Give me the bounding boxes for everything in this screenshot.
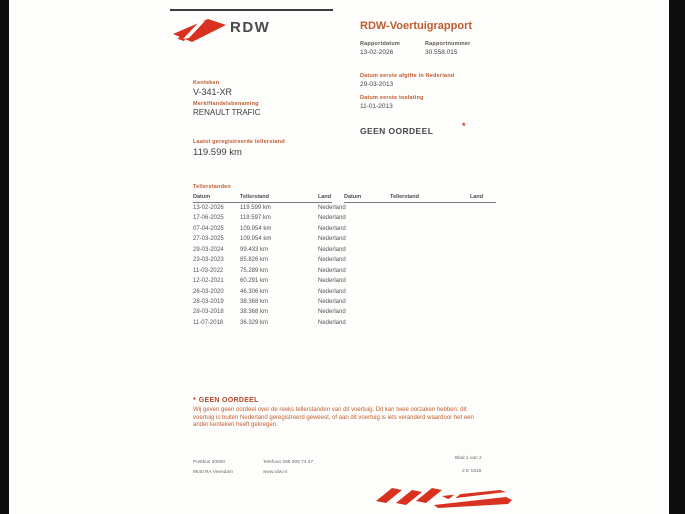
merk-value: RENAULT TRAFIC — [193, 108, 261, 117]
row-datum: 29-03-2024 — [193, 246, 224, 253]
row-datum: 23-03-2023 — [193, 257, 224, 264]
col-datum: Datum — [344, 194, 362, 200]
oordeel-asterisk: * — [462, 121, 466, 131]
row-land: Nederland — [318, 236, 346, 243]
footnote-title — [193, 397, 259, 404]
table-row — [193, 226, 393, 236]
row-tellerstand: 85.826 km — [240, 257, 269, 264]
table-row — [193, 309, 393, 319]
row-tellerstand: 75.289 km — [240, 267, 269, 274]
table-row — [193, 278, 393, 288]
row-datum: 13-02-2026 — [193, 205, 224, 211]
row-land: Nederland — [318, 288, 346, 295]
footnote-asterisk: * — [193, 397, 196, 404]
table-row — [193, 299, 393, 309]
footer-page-indicator: Blad 1 van 2 — [455, 456, 482, 461]
report-title: RDW-Voertuigrapport — [360, 20, 473, 32]
row-land: Nederland — [318, 267, 346, 274]
row-datum: 17-06-2025 — [193, 215, 224, 222]
row-tellerstand: 109.954 km — [240, 225, 272, 232]
table-row — [193, 205, 393, 215]
footer-address-line2: 9640 RA Veendam — [193, 470, 234, 475]
kenteken-label: Kenteken — [193, 80, 220, 86]
row-datum: 27-03-2025 — [193, 236, 224, 243]
scan-left-black-bar — [0, 0, 9, 514]
kenteken-value: V-341-XR — [193, 87, 233, 97]
row-tellerstand: 46.306 km — [240, 288, 269, 295]
header-rule — [170, 9, 333, 11]
row-datum: 07-04-2025 — [193, 225, 224, 232]
table-row — [193, 289, 393, 299]
row-datum: 28-03-2018 — [193, 309, 224, 316]
row-tellerstand: 36.329 km — [240, 319, 269, 326]
row-datum: 11-07-2018 — [193, 319, 224, 326]
rdw-brand-text: RDW — [230, 19, 271, 36]
laatste-tellerstand-label: Laatst geregistreerde tellerstand — [193, 139, 285, 145]
rapportdatum-value: 13-02-2026 — [360, 49, 394, 56]
row-land: Nederland — [318, 225, 346, 232]
eerste-afgifte-value: 29-03-2013 — [360, 81, 394, 88]
table-row — [193, 236, 393, 246]
rdw-flags-motif-icon — [372, 484, 514, 508]
row-land: Nederland — [318, 205, 346, 211]
col-tellerstand: Tellerstand — [390, 194, 419, 200]
table-header-right — [344, 194, 530, 200]
row-land: Nederland — [318, 215, 346, 222]
footnote-body: Wij geven geen oordeel over de reeks tellerstanden van dit voertuig. Dit kan twee oorzaken hebben: dit voertuig is buiten Nederland geregistreerd geweest, of aan dit voertuig is iets veranderd waardoor het een ander kenteken heeft gekregen. — [193, 407, 474, 429]
rdw-flag-logo-icon — [172, 15, 226, 49]
tellerstanden-section-label: Tellerstanden — [193, 184, 231, 190]
row-land: Nederland — [318, 298, 346, 305]
table-row — [193, 247, 393, 257]
table-row — [193, 257, 393, 267]
col-tellerstand: Tellerstand — [240, 194, 269, 200]
row-tellerstand: 119.599 km — [240, 205, 271, 211]
rapportdatum-label: Rapportdatum — [360, 41, 400, 47]
tellerstanden-table — [193, 205, 393, 330]
row-tellerstand: 38.368 km — [240, 309, 269, 316]
row-land: Nederland — [318, 278, 346, 285]
table-row — [193, 320, 393, 330]
row-land: Nederland — [318, 257, 346, 264]
footer-phone: Telefoon 088 008 74 47 — [263, 460, 314, 465]
rapportnummer-value: 30.558.015 — [425, 49, 458, 56]
eerste-toelating-value: 11-01-2013 — [360, 103, 393, 110]
col-datum: Datum — [193, 194, 211, 200]
row-tellerstand: 119.597 km — [240, 215, 271, 222]
rapportnummer-label: Rapportnummer — [425, 41, 471, 47]
table-row — [193, 215, 393, 225]
scan-right-black-bar — [669, 0, 685, 514]
row-land: Nederland — [318, 319, 346, 326]
row-land: Nederland — [318, 309, 346, 316]
row-datum: 28-03-2019 — [193, 298, 224, 305]
footer-address-line1: Postbus 30000 — [193, 460, 226, 465]
oordeel-status: GEEN OORDEEL — [360, 126, 434, 136]
row-datum: 26-03-2020 — [193, 288, 224, 295]
row-datum: 11-03-2022 — [193, 267, 224, 274]
footnote-title-text: GEEN OORDEEL — [198, 397, 259, 404]
row-tellerstand: 109.954 km — [240, 236, 272, 243]
merk-label: Merk/Handelsbenaming — [193, 101, 259, 107]
laatste-tellerstand-value: 119.599 km — [193, 147, 242, 158]
col-land: Land — [318, 194, 332, 200]
row-land: Nederland — [318, 246, 346, 253]
col-land: Land — [470, 194, 484, 200]
eerste-afgifte-label: Datum eerste afgifte in Nederland — [360, 73, 455, 79]
row-tellerstand: 60.291 km — [240, 278, 269, 285]
eerste-toelating-label: Datum eerste toelating — [360, 95, 424, 101]
row-datum: 12-02-2021 — [193, 278, 224, 285]
table-header-rule-right — [344, 202, 496, 203]
table-header-rule-left — [193, 202, 332, 203]
row-tellerstand: 38.368 km — [240, 298, 269, 305]
footer-form-code: 2 E 1619 — [462, 469, 482, 474]
table-row — [193, 268, 393, 278]
row-tellerstand: 99.433 km — [240, 246, 269, 253]
footer-website: www.rdw.nl — [263, 470, 287, 475]
